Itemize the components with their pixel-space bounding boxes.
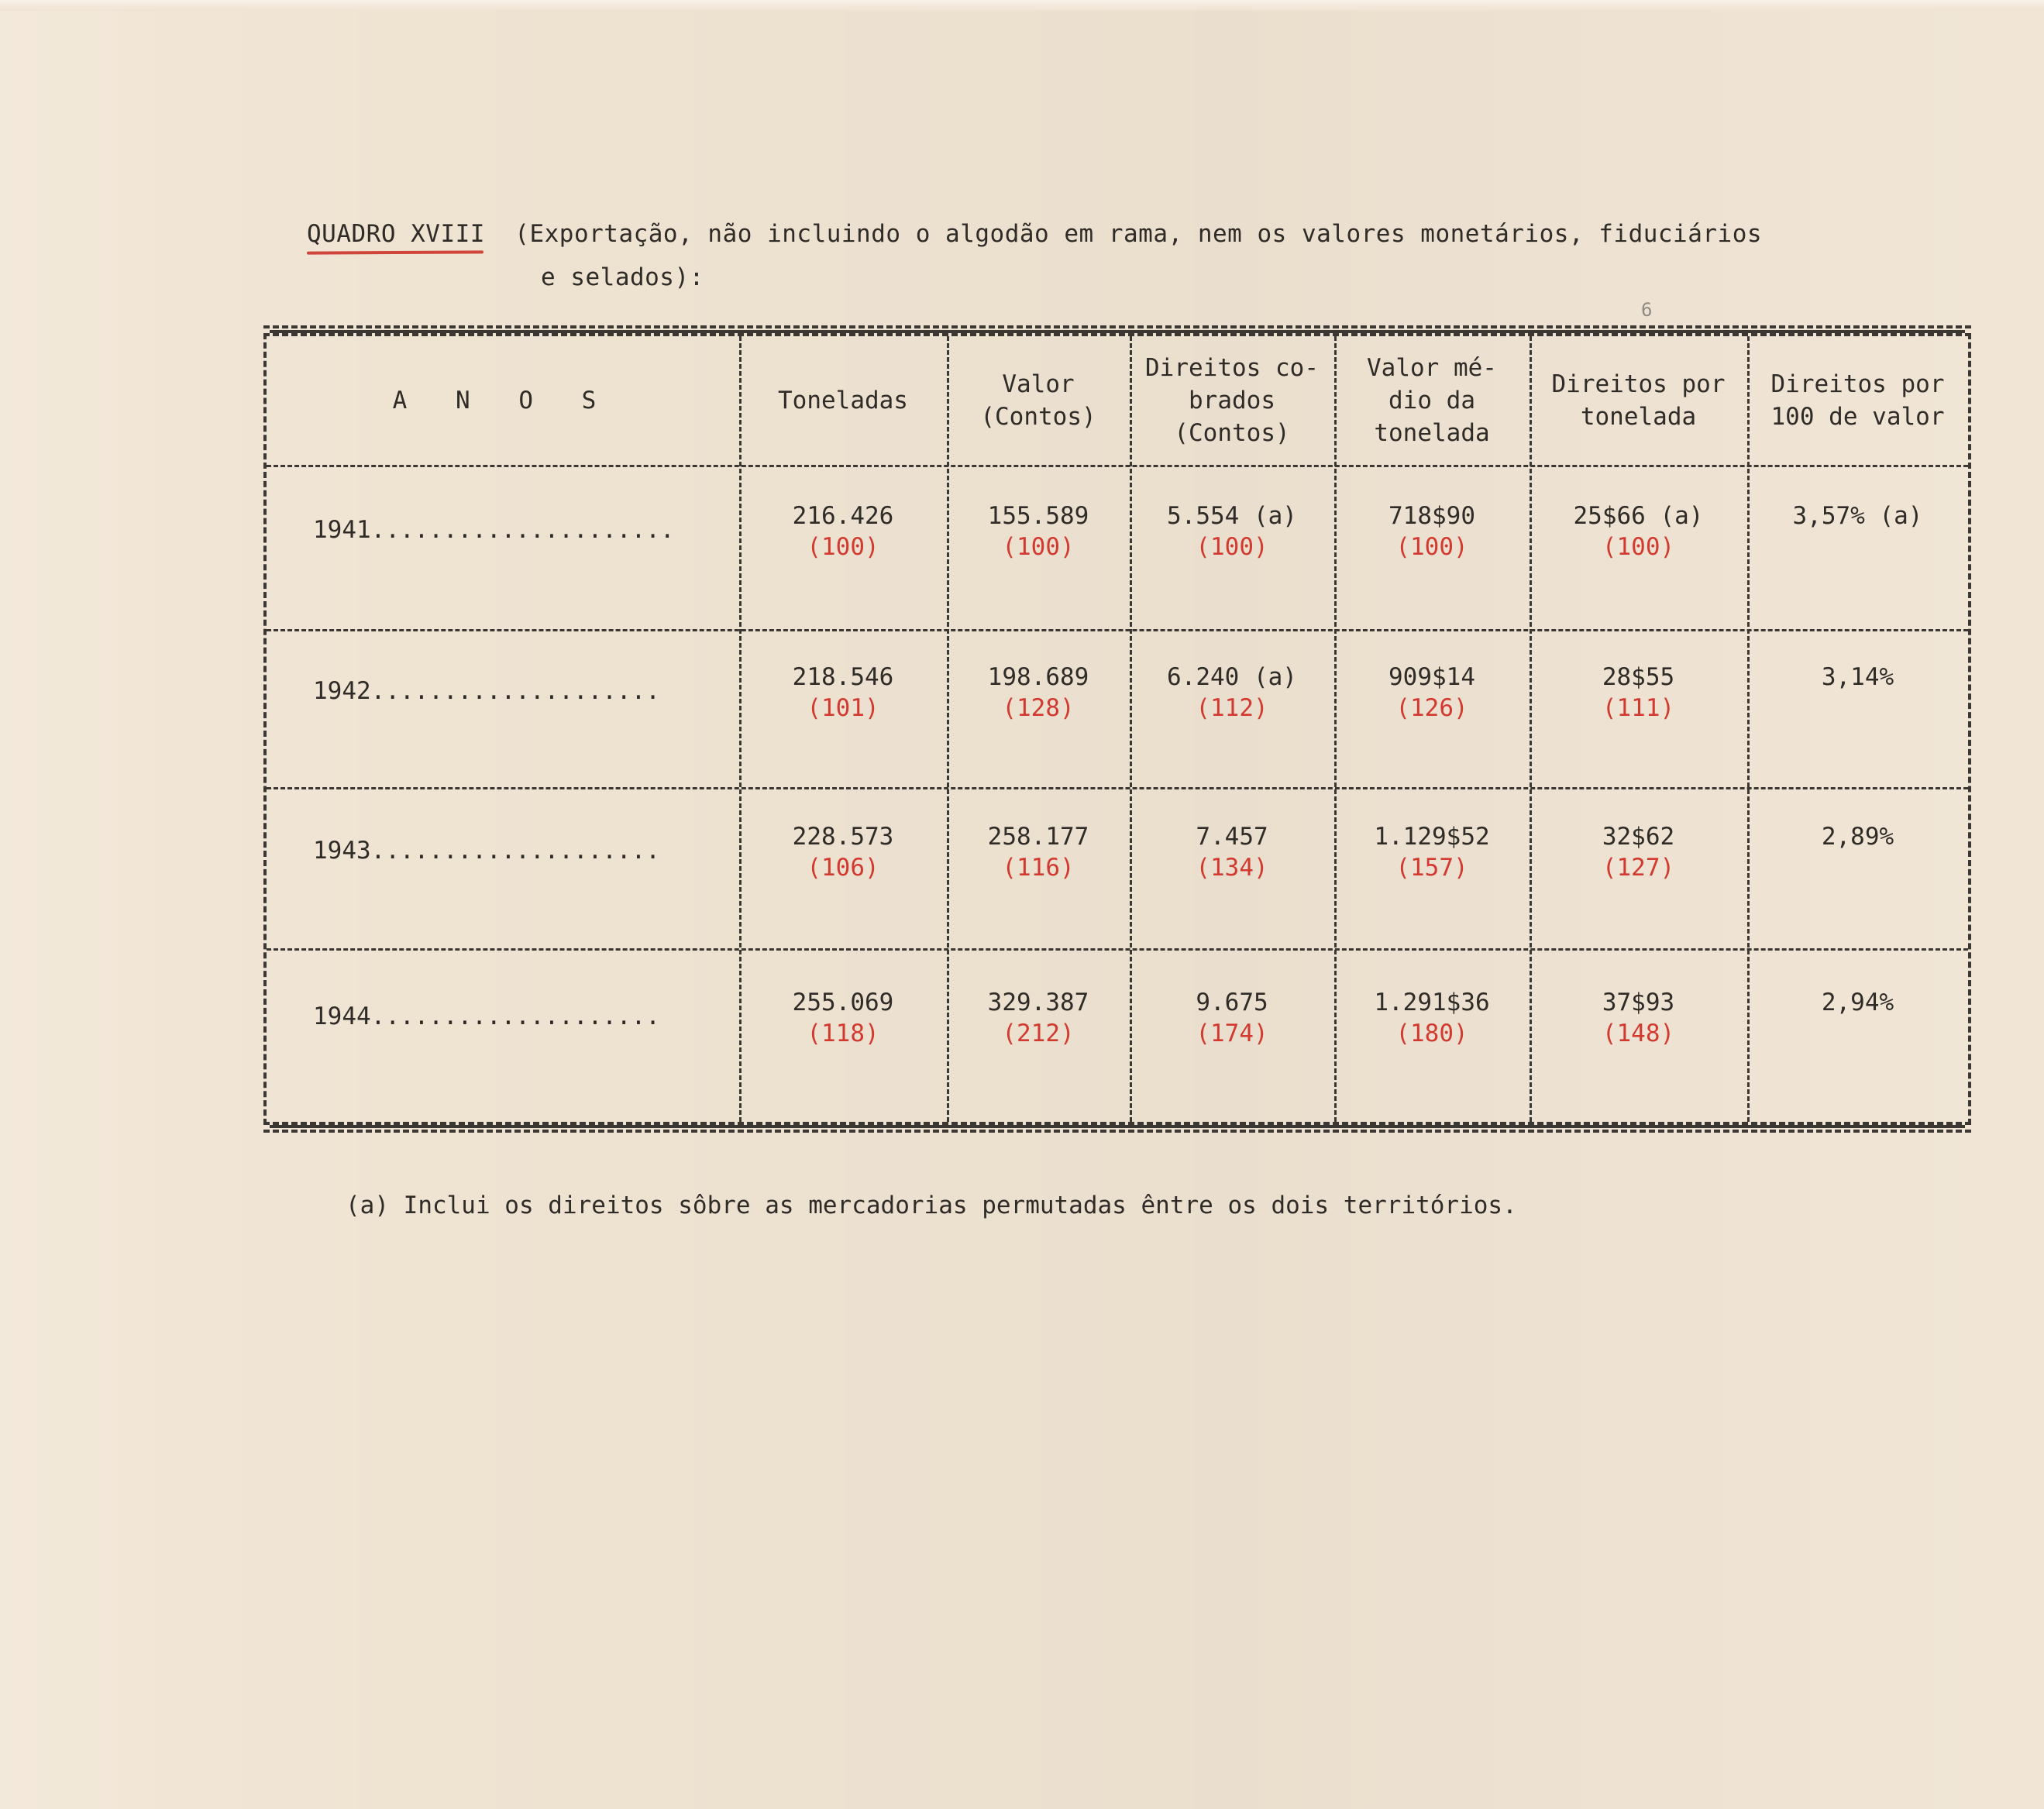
table-cell-direitos-tonelada [1530, 465, 1747, 598]
cell-value: 6.240 (a) [1167, 663, 1297, 691]
cell-value: 9.675 [1196, 989, 1268, 1016]
year-label: 1943.................... [313, 837, 660, 865]
header-text: (Contos) [980, 403, 1096, 431]
cell-value: 2,89% [1821, 823, 1894, 851]
header-direitos-cobrados [1130, 336, 1334, 465]
cell-value: 1.129$52 [1374, 823, 1490, 851]
header-anos [267, 336, 739, 465]
export-table [263, 333, 1971, 1125]
cell-index: (100) [807, 533, 879, 561]
table-title [307, 220, 1762, 248]
cell-index: (100) [1395, 533, 1468, 561]
cell-value: 909$14 [1388, 663, 1475, 691]
cell-value: 329.387 [987, 989, 1089, 1016]
cell-value: 216.426 [792, 502, 894, 530]
header-text: dio da [1388, 387, 1475, 414]
header-text: Direitos por [1770, 370, 1945, 398]
cell-index: (148) [1602, 1020, 1675, 1047]
cell-index: (100) [1002, 533, 1075, 561]
year-label: 1944.................... [313, 1003, 660, 1030]
header-text: tonelada [1374, 419, 1490, 447]
table-cell-direitos-100 [1747, 629, 1968, 756]
cell-index: (118) [807, 1020, 879, 1047]
table-cell-valor-medio [1334, 948, 1530, 1088]
cell-index: (100) [1602, 533, 1675, 561]
table-cell-valor [947, 465, 1130, 598]
cell-index: (126) [1395, 694, 1468, 722]
header-text: (Contos) [1174, 419, 1290, 447]
table-cell-direitos [1130, 629, 1334, 756]
table-cell-direitos-100 [1747, 787, 1968, 917]
header-text: Direitos co- [1145, 354, 1319, 382]
cell-value: 5.554 (a) [1167, 502, 1297, 530]
cell-index: (101) [807, 694, 879, 722]
page-mark: 6 [1641, 299, 1653, 321]
cell-index: (127) [1602, 854, 1675, 882]
header-text: Toneladas [778, 387, 908, 414]
cell-value: 7.457 [1196, 823, 1268, 851]
cell-value: 28$55 [1602, 663, 1675, 691]
header-direitos-100 [1747, 336, 1968, 465]
table-cell-valor [947, 948, 1130, 1088]
header-toneladas [739, 336, 947, 465]
table-cell-direitos-tonelada [1530, 948, 1747, 1088]
header-text: 100 de valor [1770, 403, 1945, 431]
year-label: 1941..................... [313, 516, 675, 544]
cell-value: 25$66 (a) [1573, 502, 1704, 530]
cell-value: 198.689 [987, 663, 1089, 691]
cell-value: 3,14% [1821, 663, 1894, 691]
table-cell-toneladas [739, 787, 947, 917]
header-text: tonelada [1580, 403, 1697, 431]
cell-index: (157) [1395, 854, 1468, 882]
cell-value: 37$93 [1602, 989, 1675, 1016]
header-anos-text: A N O S [392, 387, 614, 414]
header-direitos-tonelada [1530, 336, 1747, 465]
cell-value: 258.177 [987, 823, 1089, 851]
table-cell-direitos-tonelada [1530, 787, 1747, 917]
cell-index: (111) [1602, 694, 1675, 722]
table-caption: (Exportação, não incluindo o algodão em rama, nem os valores monetários, fiduciários [514, 220, 1763, 248]
table-cell-toneladas [739, 465, 947, 598]
table-cell-direitos [1130, 465, 1334, 598]
cell-index: (128) [1002, 694, 1075, 722]
cell-value: 218.546 [792, 663, 894, 691]
cell-index: (112) [1196, 694, 1268, 722]
cell-index: (134) [1196, 854, 1268, 882]
table-cell-valor [947, 629, 1130, 756]
header-valor-medio [1334, 336, 1530, 465]
header-valor [947, 336, 1130, 465]
cell-value: 155.589 [987, 502, 1089, 530]
table-cell-direitos [1130, 948, 1334, 1088]
table-cell-valor-medio [1334, 787, 1530, 917]
header-text: brados [1189, 387, 1275, 414]
cell-index: (212) [1002, 1020, 1075, 1047]
table-cell-direitos [1130, 787, 1334, 917]
table-cell-toneladas [739, 629, 947, 756]
table-cell-valor-medio [1334, 629, 1530, 756]
cell-index: (116) [1002, 854, 1075, 882]
table-caption-line2: e selados): [541, 263, 704, 291]
cell-index: (100) [1196, 533, 1268, 561]
cell-value: 718$90 [1388, 502, 1475, 530]
cell-value: 32$62 [1602, 823, 1675, 851]
header-text: Valor [1002, 370, 1075, 398]
cell-value: 3,57% (a) [1792, 502, 1923, 530]
table-cell-toneladas [739, 948, 947, 1088]
table-cell-direitos-100 [1747, 948, 1968, 1088]
year-label: 1942.................... [313, 677, 660, 705]
cell-value: 2,94% [1821, 989, 1894, 1016]
cell-index: (180) [1395, 1020, 1468, 1047]
page-top-edge [0, 0, 2044, 11]
cell-index: (106) [807, 854, 879, 882]
cell-index: (174) [1196, 1020, 1268, 1047]
table-cell-valor-medio [1334, 465, 1530, 598]
cell-value: 255.069 [792, 989, 894, 1016]
cell-value: 1.291$36 [1374, 989, 1490, 1016]
header-text: Direitos por [1551, 370, 1726, 398]
table-cell-direitos-tonelada [1530, 629, 1747, 756]
footnote: (a) Inclui os direitos sôbre as mercadorias permutadas êntre os dois territórios. [346, 1192, 1517, 1219]
table-cell-valor [947, 787, 1130, 917]
header-text: Valor mé- [1367, 354, 1497, 382]
cell-value: 228.573 [792, 823, 894, 851]
table-label: QUADRO XVIII [307, 220, 485, 248]
table-cell-direitos-100 [1747, 465, 1968, 598]
